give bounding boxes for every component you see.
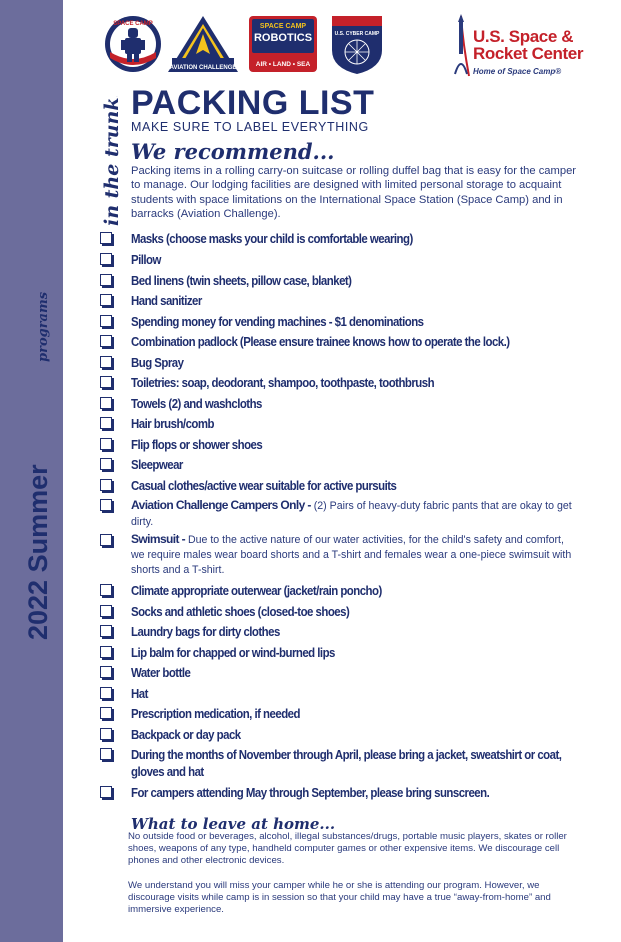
item-label: For campers attending May through September, please bring sunscreen. xyxy=(131,785,490,800)
leave-paragraph: No outside food or beverages, alcohol, illegal substances/drugs, portable music players, skates or roller shoes, weapons of any type, handheld computer games or other expensive items. We discourage cell phones and other electronic devices. xyxy=(128,831,567,866)
item-label: Toiletries: soap, deodorant, shampoo, toothpaste, toothbrush xyxy=(131,375,435,390)
page-title: PACKING LIST xyxy=(131,84,375,122)
item-label: Hand sanitizer xyxy=(131,293,202,308)
list-item xyxy=(100,333,580,354)
usrc-line1: U.S. Space & xyxy=(473,27,574,46)
checkbox[interactable] xyxy=(100,294,112,306)
checkbox[interactable] xyxy=(100,625,112,637)
checkbox[interactable] xyxy=(100,232,112,244)
list-item xyxy=(100,292,580,313)
item-label: Aviation Challenge Campers Only - xyxy=(131,498,311,512)
item-label: Lip balm for chapped or wind-burned lips xyxy=(131,645,335,660)
checkbox[interactable] xyxy=(100,728,112,740)
item-label: Backpack or day pack xyxy=(131,727,241,742)
list-item xyxy=(100,623,580,644)
list-item xyxy=(100,532,580,582)
list-item xyxy=(100,374,580,395)
checkbox[interactable] xyxy=(100,417,112,429)
usrc-logo xyxy=(449,14,589,84)
item-label: Hat xyxy=(131,686,148,701)
item-label: Pillow xyxy=(131,252,161,267)
item-label: Water bottle xyxy=(131,665,191,680)
checkbox[interactable] xyxy=(100,356,112,368)
item-label: Bug Spray xyxy=(131,355,184,370)
list-item xyxy=(100,313,580,333)
item-label: Combination padlock (Please ensure trainee knows how to operate the lock.) xyxy=(131,334,510,349)
cyber-camp-logo xyxy=(330,14,384,81)
intro-paragraph: Packing items in a rolling carry-on suitcase or rolling duffel bag that is easy for the camper to manage. Our lodging facilities are designed with limited personal storage to acquaint students with space limitations on the International Space Station (Space Camp) and in barracks (Aviation Challenge). xyxy=(131,165,577,220)
list-item xyxy=(100,685,580,705)
space-camp-logo-text: SPACE CAMP xyxy=(113,21,153,27)
item-label: Casual clothes/active wear suitable for active pursuits xyxy=(131,478,397,493)
robotics-logo xyxy=(249,14,317,79)
checkbox[interactable] xyxy=(100,666,112,678)
list-item xyxy=(100,746,580,784)
checkbox[interactable] xyxy=(100,274,112,286)
aviation-challenge-logo xyxy=(166,14,240,79)
list-item xyxy=(100,395,580,415)
checkbox[interactable] xyxy=(100,584,112,596)
list-item xyxy=(100,230,580,251)
item-label: Laundry bags for dirty clothes xyxy=(131,624,280,639)
usrc-tagline: Home of Space Camp® xyxy=(473,67,562,76)
item-description: (2) Pairs of heavy-duty fabric pants that are okay to get dirty. xyxy=(131,500,572,528)
checkbox[interactable] xyxy=(100,748,112,760)
packing-checklist xyxy=(100,230,580,805)
list-item xyxy=(100,354,580,374)
space-camp-logo xyxy=(104,14,162,79)
year-title: 2022 Summer xyxy=(23,464,53,640)
item-label: Climate appropriate outerwear (jacket/rain poncho) xyxy=(131,583,382,598)
checkbox[interactable] xyxy=(100,646,112,658)
item-label: Sleepwear xyxy=(131,457,183,472)
checkbox[interactable] xyxy=(100,707,112,719)
list-item xyxy=(100,436,580,456)
checkbox[interactable] xyxy=(100,687,112,699)
item-label: During the months of November through April, please bring a jacket, sweatshirt or coat, gloves and hat xyxy=(131,747,562,779)
page-subtitle: MAKE SURE TO LABEL EVERYTHING xyxy=(131,120,369,134)
checkbox[interactable] xyxy=(100,786,112,798)
item-label: Socks and athletic shoes (closed-toe shoes) xyxy=(131,604,350,619)
item-description: Due to the active nature of our water activities, for the child's safety and comfort, we require males wear board shorts and a T-shirt and females wear a one-piece swimsuit with shorts and a T-shirt. xyxy=(131,534,572,576)
item-label: Bed linens (twin sheets, pillow case, blanket) xyxy=(131,273,352,288)
item-label: Hair brush/comb xyxy=(131,416,214,431)
robotics-top-text: SPACE CAMP xyxy=(259,23,307,30)
recommend-heading: We recommend... xyxy=(131,139,335,164)
checkbox[interactable] xyxy=(100,253,112,265)
trunk-text: in the trunk! xyxy=(101,96,123,226)
list-item xyxy=(100,251,580,272)
item-label: Swimsuit - xyxy=(131,532,186,546)
trunk-label xyxy=(92,96,126,231)
checkbox[interactable] xyxy=(100,335,112,347)
checkbox[interactable] xyxy=(100,376,112,388)
usrc-line2: Rocket Center xyxy=(473,44,584,63)
checkbox[interactable] xyxy=(100,458,112,470)
checkbox[interactable] xyxy=(100,605,112,617)
robotics-sub-text: AIR • LAND • SEA xyxy=(255,61,311,68)
list-item xyxy=(100,582,580,603)
checkbox[interactable] xyxy=(100,397,112,409)
closing-paragraph: We understand you will miss your camper while he or she is attending our program. However, we discourage visits while camp is in session so that your child may have a true “away-from-home” and immersive experience. xyxy=(128,880,551,915)
list-item xyxy=(100,477,580,497)
list-item xyxy=(100,664,580,685)
item-label: Flip flops or shower shoes xyxy=(131,437,263,452)
checkbox[interactable] xyxy=(100,479,112,491)
item-label: Towels (2) and washcloths xyxy=(131,396,262,411)
checkbox[interactable] xyxy=(100,438,112,450)
list-item xyxy=(100,726,580,746)
programs-label: programs xyxy=(36,291,51,362)
item-label: Masks (choose masks your child is comfortable wearing) xyxy=(131,231,413,246)
list-item xyxy=(100,705,580,726)
aviation-logo-text: AVIATION CHALLENGE xyxy=(169,65,237,71)
robotics-main-text: ROBOTICS xyxy=(253,32,313,44)
leave-heading: What to leave at home... xyxy=(131,815,336,833)
list-item xyxy=(100,272,580,292)
item-label: Prescription medication, if needed xyxy=(131,706,300,721)
checkbox[interactable] xyxy=(100,315,112,327)
sidebar-year-label xyxy=(0,0,63,942)
list-item xyxy=(100,784,580,805)
list-item xyxy=(100,644,580,664)
list-item xyxy=(100,603,580,623)
cyber-logo-text: U.S. CYBER CAMP xyxy=(334,31,380,37)
logo-row xyxy=(104,14,591,80)
list-item xyxy=(100,415,580,436)
list-item xyxy=(100,497,580,532)
list-item xyxy=(100,456,580,477)
item-label: Spending money for vending machines - $1 denominations xyxy=(131,314,424,329)
checkbox[interactable] xyxy=(100,534,112,546)
checkbox[interactable] xyxy=(100,499,112,511)
